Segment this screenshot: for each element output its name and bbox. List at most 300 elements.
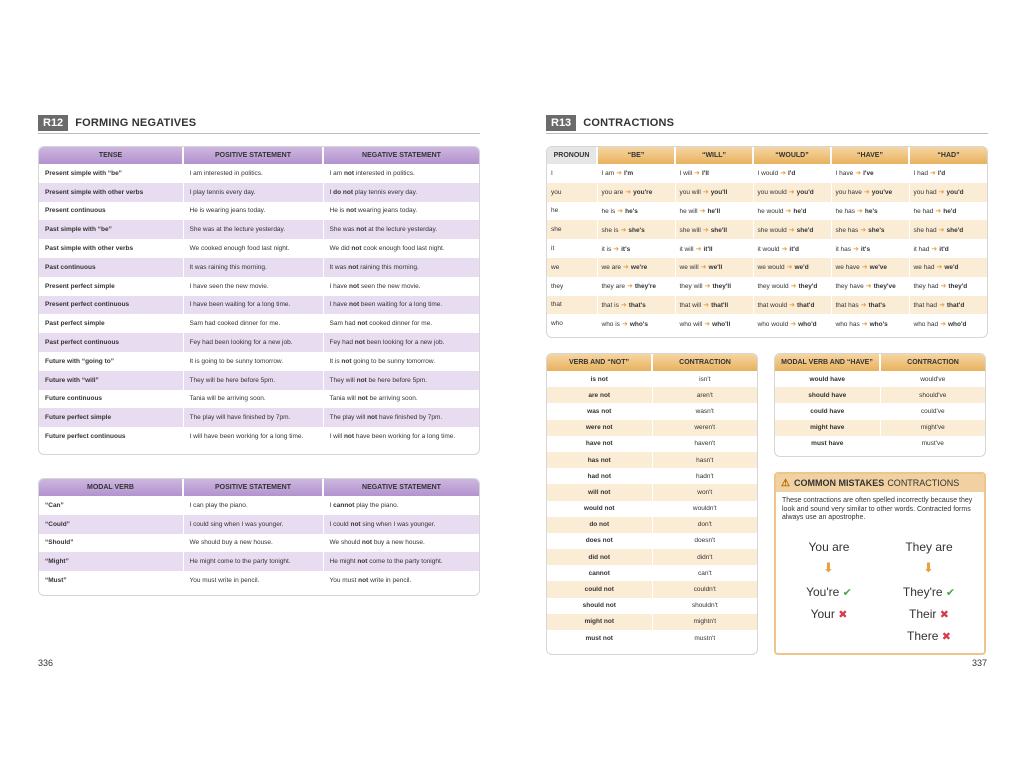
contraction: hadn't bbox=[695, 472, 714, 480]
negative-part: seen the new movie. bbox=[359, 282, 421, 290]
full-form: you have bbox=[835, 189, 862, 197]
table-row bbox=[39, 258, 479, 277]
table-row bbox=[547, 468, 757, 484]
negative-word: not bbox=[361, 539, 373, 547]
contraction-cell bbox=[597, 183, 675, 202]
full-form: should not bbox=[547, 598, 652, 614]
correct-word: They're bbox=[902, 585, 943, 599]
contraction-cell bbox=[597, 164, 675, 183]
contracted-form: it's bbox=[621, 245, 631, 253]
table-row bbox=[547, 314, 987, 333]
full-form: who has bbox=[835, 320, 860, 328]
column-header: CONTRACTION bbox=[652, 354, 757, 371]
table-row bbox=[547, 387, 757, 403]
contracted-form: who'll bbox=[712, 320, 731, 328]
table-row bbox=[547, 549, 757, 565]
arrow-icon: ➜ bbox=[855, 170, 862, 178]
full-form: will not bbox=[547, 484, 652, 500]
table-row bbox=[39, 183, 479, 202]
full-form: they are bbox=[601, 283, 625, 291]
negative-word: not bbox=[357, 320, 368, 328]
negative-statement bbox=[323, 571, 479, 590]
negative-part: buy a new house. bbox=[372, 539, 425, 547]
negative-statement bbox=[323, 534, 479, 553]
contracted-form: they'd bbox=[798, 283, 818, 291]
table-row bbox=[547, 598, 757, 614]
contraction: couldn't bbox=[652, 581, 757, 597]
arrow-icon: ➜ bbox=[929, 170, 936, 178]
positive-statement: You must write in pencil. bbox=[183, 571, 323, 590]
negative-word: not bbox=[349, 301, 360, 309]
contracted-form: I'd bbox=[937, 170, 946, 178]
full-form: might have bbox=[775, 420, 880, 436]
contracted-form: we'd bbox=[944, 264, 959, 272]
negative-part: They will bbox=[329, 376, 357, 384]
table-row bbox=[547, 581, 757, 597]
wrong-word: Your bbox=[810, 607, 835, 621]
negative-part: I bbox=[329, 188, 334, 196]
negative-statement bbox=[323, 164, 479, 183]
arrow-icon: ➜ bbox=[625, 189, 632, 197]
positive-statement: They will be here before 5pm. bbox=[183, 371, 323, 390]
contraction-cell bbox=[753, 277, 831, 296]
down-arrow-icon: ⬇ bbox=[923, 560, 934, 575]
full-form: that would bbox=[757, 301, 788, 309]
right-page bbox=[512, 0, 1024, 768]
full-form: I am bbox=[601, 170, 615, 178]
arrow-icon: ➜ bbox=[938, 189, 945, 197]
contraction: wouldn't bbox=[692, 505, 717, 513]
negative-part: He might bbox=[329, 558, 358, 566]
arrow-icon: ➜ bbox=[861, 264, 868, 272]
contracted-form: we'd bbox=[794, 264, 809, 272]
contracted-form: that'll bbox=[711, 301, 729, 309]
contraction-cell bbox=[909, 296, 987, 315]
table-row bbox=[547, 183, 987, 202]
negative-word: not bbox=[350, 520, 361, 528]
table-row bbox=[547, 484, 757, 500]
negative-word: not bbox=[358, 577, 369, 585]
table-row bbox=[39, 333, 479, 352]
full-form: did not bbox=[547, 549, 652, 565]
row-label: “Can” bbox=[39, 496, 183, 515]
row-label: Past perfect continuous bbox=[39, 333, 183, 352]
positive-statement: I play tennis every day. bbox=[183, 183, 323, 202]
arrow-icon: ➜ bbox=[703, 301, 710, 309]
full-form: who will bbox=[679, 320, 703, 328]
contraction-cell bbox=[675, 314, 753, 333]
arrow-icon: ➜ bbox=[860, 301, 867, 309]
tense-negatives-table bbox=[38, 146, 480, 455]
contraction-cell bbox=[675, 258, 753, 277]
table-row bbox=[775, 420, 985, 436]
correct-word: You're bbox=[806, 585, 840, 599]
table-row bbox=[547, 517, 757, 533]
negative-part: raining this morning. bbox=[358, 263, 419, 271]
row-label: Present simple with “be” bbox=[39, 164, 183, 183]
arrow-icon: ➜ bbox=[789, 301, 796, 309]
arrow-icon: ➜ bbox=[788, 189, 795, 197]
positive-statement: We should buy a new house. bbox=[183, 534, 323, 553]
pronoun-cell: he bbox=[547, 202, 597, 221]
table-row bbox=[547, 630, 757, 646]
table-row bbox=[547, 452, 757, 468]
arrow-icon: ➜ bbox=[939, 301, 945, 309]
wrong-word: Their bbox=[909, 607, 937, 621]
table-row bbox=[39, 427, 479, 446]
negative-word: not bbox=[343, 169, 355, 177]
common-mistakes-subtitle: CONTRACTIONS bbox=[887, 478, 960, 488]
contracted-form: that'd bbox=[946, 301, 965, 309]
contracted-form: I've bbox=[863, 170, 874, 178]
negative-statement bbox=[323, 496, 479, 515]
arrow-icon: ➜ bbox=[863, 189, 870, 197]
positive-statement: He is wearing jeans today. bbox=[183, 202, 323, 221]
row-label: Present perfect simple bbox=[39, 277, 183, 296]
table-row bbox=[39, 164, 479, 183]
negative-part: been looking for a new job. bbox=[364, 339, 445, 347]
negative-statement bbox=[323, 333, 479, 352]
table-row bbox=[547, 501, 757, 517]
negative-statement bbox=[323, 202, 479, 221]
cross-icon: ✖ bbox=[939, 609, 949, 621]
arrow-icon: ➜ bbox=[940, 320, 946, 328]
table-row bbox=[547, 371, 757, 387]
negative-statement bbox=[323, 371, 479, 390]
contracted-form: we'll bbox=[708, 264, 723, 272]
full-form: had not bbox=[547, 468, 652, 484]
table-row bbox=[547, 239, 987, 258]
contraction: haven't bbox=[694, 440, 716, 448]
contraction-cell bbox=[675, 183, 753, 202]
contracted-form: we've bbox=[869, 264, 888, 272]
negative-part: at the lecture yesterday. bbox=[366, 226, 438, 234]
contraction-cell bbox=[909, 277, 987, 296]
full-form: that is bbox=[601, 301, 619, 309]
contraction-cell bbox=[909, 258, 987, 277]
contracted-form: she'll bbox=[710, 226, 728, 234]
positive-statement: I can play the piano. bbox=[183, 496, 323, 515]
contractions-table bbox=[546, 146, 988, 338]
contracted-form: who's bbox=[629, 320, 648, 328]
contraction-cell bbox=[831, 277, 909, 296]
arrow-icon: ➜ bbox=[790, 283, 797, 291]
contraction: won't bbox=[652, 484, 757, 500]
page-number: 337 bbox=[972, 658, 988, 668]
arrow-icon: ➜ bbox=[704, 320, 711, 328]
negative-part: going to be sunny tomorrow. bbox=[351, 357, 435, 365]
full-form: they have bbox=[835, 283, 864, 291]
table-row bbox=[547, 565, 757, 581]
contracted-form: she's bbox=[868, 226, 885, 234]
positive-statement: We cooked enough food last night. bbox=[183, 239, 323, 258]
full-form: it is bbox=[601, 245, 612, 253]
contraction-cell bbox=[831, 314, 909, 333]
positive-statement: The play will have finished by 7pm. bbox=[183, 408, 323, 427]
row-label: “Should” bbox=[39, 534, 183, 553]
negative-statement bbox=[323, 390, 479, 409]
full-form: she had bbox=[913, 226, 937, 234]
column-header: PRONOUN bbox=[547, 147, 597, 164]
positive-statement: Fey had been looking for a new job. bbox=[183, 333, 323, 352]
contracted-form: she'd bbox=[796, 226, 814, 234]
full-form: he has bbox=[835, 207, 856, 215]
column-header: NEGATIVE STATEMENT bbox=[323, 147, 479, 164]
contraction-cell bbox=[909, 164, 987, 183]
pronoun-cell: they bbox=[547, 277, 597, 296]
column-header: POSITIVE STATEMENT bbox=[183, 147, 323, 164]
negative-statement bbox=[323, 183, 479, 202]
positive-statement: I am interested in politics. bbox=[183, 164, 323, 183]
row-label: Future with “going to” bbox=[39, 352, 183, 371]
arrow-icon: ➜ bbox=[931, 245, 938, 253]
contraction-cell bbox=[753, 314, 831, 333]
contracted-form: they'd bbox=[948, 283, 968, 291]
full-form: has not bbox=[547, 452, 652, 468]
arrow-icon: ➜ bbox=[627, 283, 633, 291]
negative-part: I have bbox=[329, 301, 350, 309]
common-mistakes-text: These contractions are often spelled incorrectly because they look and sound very similar to other words. Contracted forms always use an apostrophe. bbox=[782, 497, 973, 521]
row-label: “Might” bbox=[39, 552, 183, 571]
contraction-cell bbox=[831, 239, 909, 258]
negative-part: write in pencil. bbox=[368, 577, 412, 585]
negative-part: been waiting for a long time. bbox=[359, 301, 443, 309]
arrow-icon: ➜ bbox=[786, 264, 793, 272]
contraction: hasn't bbox=[652, 452, 757, 468]
contraction-cell bbox=[597, 202, 675, 221]
row-label: Past simple with “be” bbox=[39, 220, 183, 239]
column-header: POSITIVE STATEMENT bbox=[183, 479, 323, 496]
negative-part: have been working for a long time. bbox=[354, 433, 456, 441]
arrow-icon: ➜ bbox=[936, 264, 943, 272]
contraction-cell bbox=[753, 239, 831, 258]
row-label: Present simple with other verbs bbox=[39, 183, 183, 202]
contracted-form: they've bbox=[873, 283, 896, 291]
negative-part: It is bbox=[329, 357, 342, 365]
contracted-form: you'd bbox=[946, 189, 964, 197]
negative-statement bbox=[323, 427, 479, 446]
contracted-form: he's bbox=[625, 207, 638, 215]
contraction-cell bbox=[753, 164, 831, 183]
table-row bbox=[39, 371, 479, 390]
contracted-form: I'm bbox=[624, 170, 634, 178]
contraction-cell bbox=[753, 183, 831, 202]
table-row bbox=[39, 296, 479, 315]
contracted-form: we're bbox=[630, 264, 648, 272]
check-icon: ✔ bbox=[842, 587, 852, 599]
table-row bbox=[547, 202, 987, 221]
arrow-icon: ➜ bbox=[695, 245, 702, 253]
contracted-form: you've bbox=[871, 189, 893, 197]
full-form: must not bbox=[547, 630, 652, 646]
contraction-cell bbox=[597, 220, 675, 239]
contraction-cell bbox=[831, 258, 909, 277]
arrow-icon: ➜ bbox=[935, 207, 942, 215]
row-label: Future perfect continuous bbox=[39, 427, 183, 446]
table-row bbox=[39, 571, 479, 590]
column-header: NEGATIVE STATEMENT bbox=[323, 479, 479, 496]
column-header: TENSE bbox=[39, 147, 183, 164]
pronoun-cell: I bbox=[547, 164, 597, 183]
arrow-icon: ➜ bbox=[790, 320, 797, 328]
negative-statement bbox=[323, 408, 479, 427]
table-row bbox=[547, 277, 987, 296]
positive-statement: I have been waiting for a long time. bbox=[183, 296, 323, 315]
table-row bbox=[39, 314, 479, 333]
table-row bbox=[39, 515, 479, 534]
row-label: Future perfect simple bbox=[39, 408, 183, 427]
column-header: “WILL” bbox=[675, 147, 753, 164]
arrow-icon: ➜ bbox=[616, 170, 623, 178]
negative-word: not bbox=[349, 282, 360, 290]
table-row bbox=[39, 202, 479, 221]
negative-part: have finished by 7pm. bbox=[377, 414, 443, 422]
negative-part: sing when I was younger. bbox=[360, 520, 436, 528]
contraction-cell bbox=[675, 239, 753, 258]
contraction-cell bbox=[753, 220, 831, 239]
full-form: it had bbox=[913, 245, 930, 253]
full-form: they will bbox=[679, 283, 703, 291]
table-row bbox=[547, 614, 757, 630]
full-form: she will bbox=[679, 226, 701, 234]
negative-word: not bbox=[354, 339, 365, 347]
negative-word: do not bbox=[333, 188, 353, 196]
full-form: would have bbox=[775, 371, 880, 387]
pronoun-cell: you bbox=[547, 183, 597, 202]
negative-statement bbox=[323, 277, 479, 296]
contraction-cell bbox=[675, 277, 753, 296]
column-header: “WOULD” bbox=[753, 147, 831, 164]
negative-part: play tennis every day. bbox=[352, 188, 418, 196]
negative-part: be here before 5pm. bbox=[366, 376, 428, 384]
positive-statement: It was raining this morning. bbox=[183, 258, 323, 277]
common-mistakes-box bbox=[774, 472, 986, 655]
contracted-form: that's bbox=[628, 301, 646, 309]
contracted-form: he'd bbox=[793, 207, 807, 215]
negative-part: Sam had bbox=[329, 320, 358, 328]
full-form: I would bbox=[757, 170, 779, 178]
full-form: she is bbox=[601, 226, 619, 234]
contraction-cell bbox=[909, 202, 987, 221]
wrong-word: There bbox=[907, 629, 939, 643]
cross-icon: ✖ bbox=[838, 609, 848, 621]
table-row bbox=[39, 239, 479, 258]
contraction-cell bbox=[675, 296, 753, 315]
right-base-word: They are bbox=[905, 540, 953, 554]
table-row bbox=[547, 258, 987, 277]
full-form: you are bbox=[601, 189, 624, 197]
table-row bbox=[547, 533, 757, 549]
table-row bbox=[547, 220, 987, 239]
row-label: Present continuous bbox=[39, 202, 183, 221]
full-form: they would bbox=[757, 283, 789, 291]
negative-statement bbox=[323, 258, 479, 277]
negative-part: The play will bbox=[329, 414, 368, 422]
negative-part: He is bbox=[329, 207, 347, 215]
warning-icon: ⚠ bbox=[781, 477, 790, 489]
full-form: is not bbox=[547, 371, 652, 387]
negative-part: cook enough food last night. bbox=[361, 245, 445, 253]
contraction-cell bbox=[753, 296, 831, 315]
full-form: I had bbox=[913, 170, 928, 178]
arrow-icon: ➜ bbox=[785, 207, 792, 215]
negative-part: play the piano. bbox=[354, 501, 399, 509]
table-row bbox=[39, 277, 479, 296]
column-header: VERB AND “NOT” bbox=[547, 354, 652, 371]
arrow-icon: ➜ bbox=[940, 283, 947, 291]
table-row bbox=[39, 220, 479, 239]
negative-part: She was bbox=[329, 226, 357, 234]
contraction: shouldn't bbox=[691, 602, 718, 610]
full-form: should have bbox=[775, 387, 880, 403]
contraction: mustn't bbox=[694, 634, 716, 642]
pronoun-cell: we bbox=[547, 258, 597, 277]
full-form: that had bbox=[913, 301, 937, 309]
full-form: we will bbox=[679, 264, 699, 272]
full-form: have not bbox=[547, 436, 652, 452]
section-title: FORMING NEGATIVES bbox=[75, 116, 197, 129]
contracted-form: it'd bbox=[789, 245, 799, 253]
left-correct-word bbox=[794, 585, 864, 599]
table-row bbox=[775, 403, 985, 419]
negative-part: I have bbox=[329, 282, 350, 290]
arrow-icon: ➜ bbox=[938, 226, 945, 234]
contraction: weren't bbox=[652, 420, 757, 436]
verb-not-table bbox=[546, 353, 758, 655]
contraction-cell bbox=[909, 239, 987, 258]
arrow-icon: ➜ bbox=[702, 189, 709, 197]
contraction-cell bbox=[753, 258, 831, 277]
cross-icon: ✖ bbox=[941, 631, 951, 643]
negative-word: not bbox=[348, 263, 359, 271]
modal-have-table bbox=[774, 353, 986, 457]
pronoun-cell: it bbox=[547, 239, 597, 258]
full-form: was not bbox=[547, 403, 652, 419]
contracted-form: he'll bbox=[707, 207, 721, 215]
column-header: CONTRACTION bbox=[880, 354, 985, 371]
negative-part: be arriving soon. bbox=[367, 395, 418, 403]
full-form: must have bbox=[775, 436, 880, 452]
row-label: “Could” bbox=[39, 515, 183, 534]
negative-part: interested in politics. bbox=[354, 169, 415, 177]
arrow-icon: ➜ bbox=[621, 320, 628, 328]
column-header: “BE” bbox=[597, 147, 675, 164]
contraction: can't bbox=[697, 569, 712, 577]
right-wrong-word bbox=[894, 629, 964, 643]
negative-part: cooked dinner for me. bbox=[367, 320, 433, 328]
arrow-icon: ➜ bbox=[857, 207, 863, 215]
contracted-form: that'd bbox=[797, 301, 815, 309]
contraction-cell bbox=[675, 164, 753, 183]
arrow-icon: ➜ bbox=[613, 245, 620, 253]
full-form: could not bbox=[547, 581, 652, 597]
contracted-form: I'll bbox=[702, 170, 709, 178]
positive-statement: Tania will be arriving soon. bbox=[183, 390, 323, 409]
contraction: wasn't bbox=[695, 407, 714, 415]
row-label: Past simple with other verbs bbox=[39, 239, 183, 258]
arrow-icon: ➜ bbox=[780, 170, 786, 178]
table-row bbox=[547, 403, 757, 419]
pronoun-cell: she bbox=[547, 220, 597, 239]
section-title: CONTRACTIONS bbox=[583, 116, 675, 129]
arrow-icon: ➜ bbox=[788, 226, 795, 234]
contraction: aren't bbox=[652, 387, 757, 403]
contraction: must've bbox=[921, 440, 944, 448]
contraction: isn't bbox=[699, 375, 711, 383]
positive-statement: He might come to the party tonight. bbox=[183, 552, 323, 571]
contraction-cell bbox=[597, 258, 675, 277]
full-form: you would bbox=[757, 189, 787, 197]
